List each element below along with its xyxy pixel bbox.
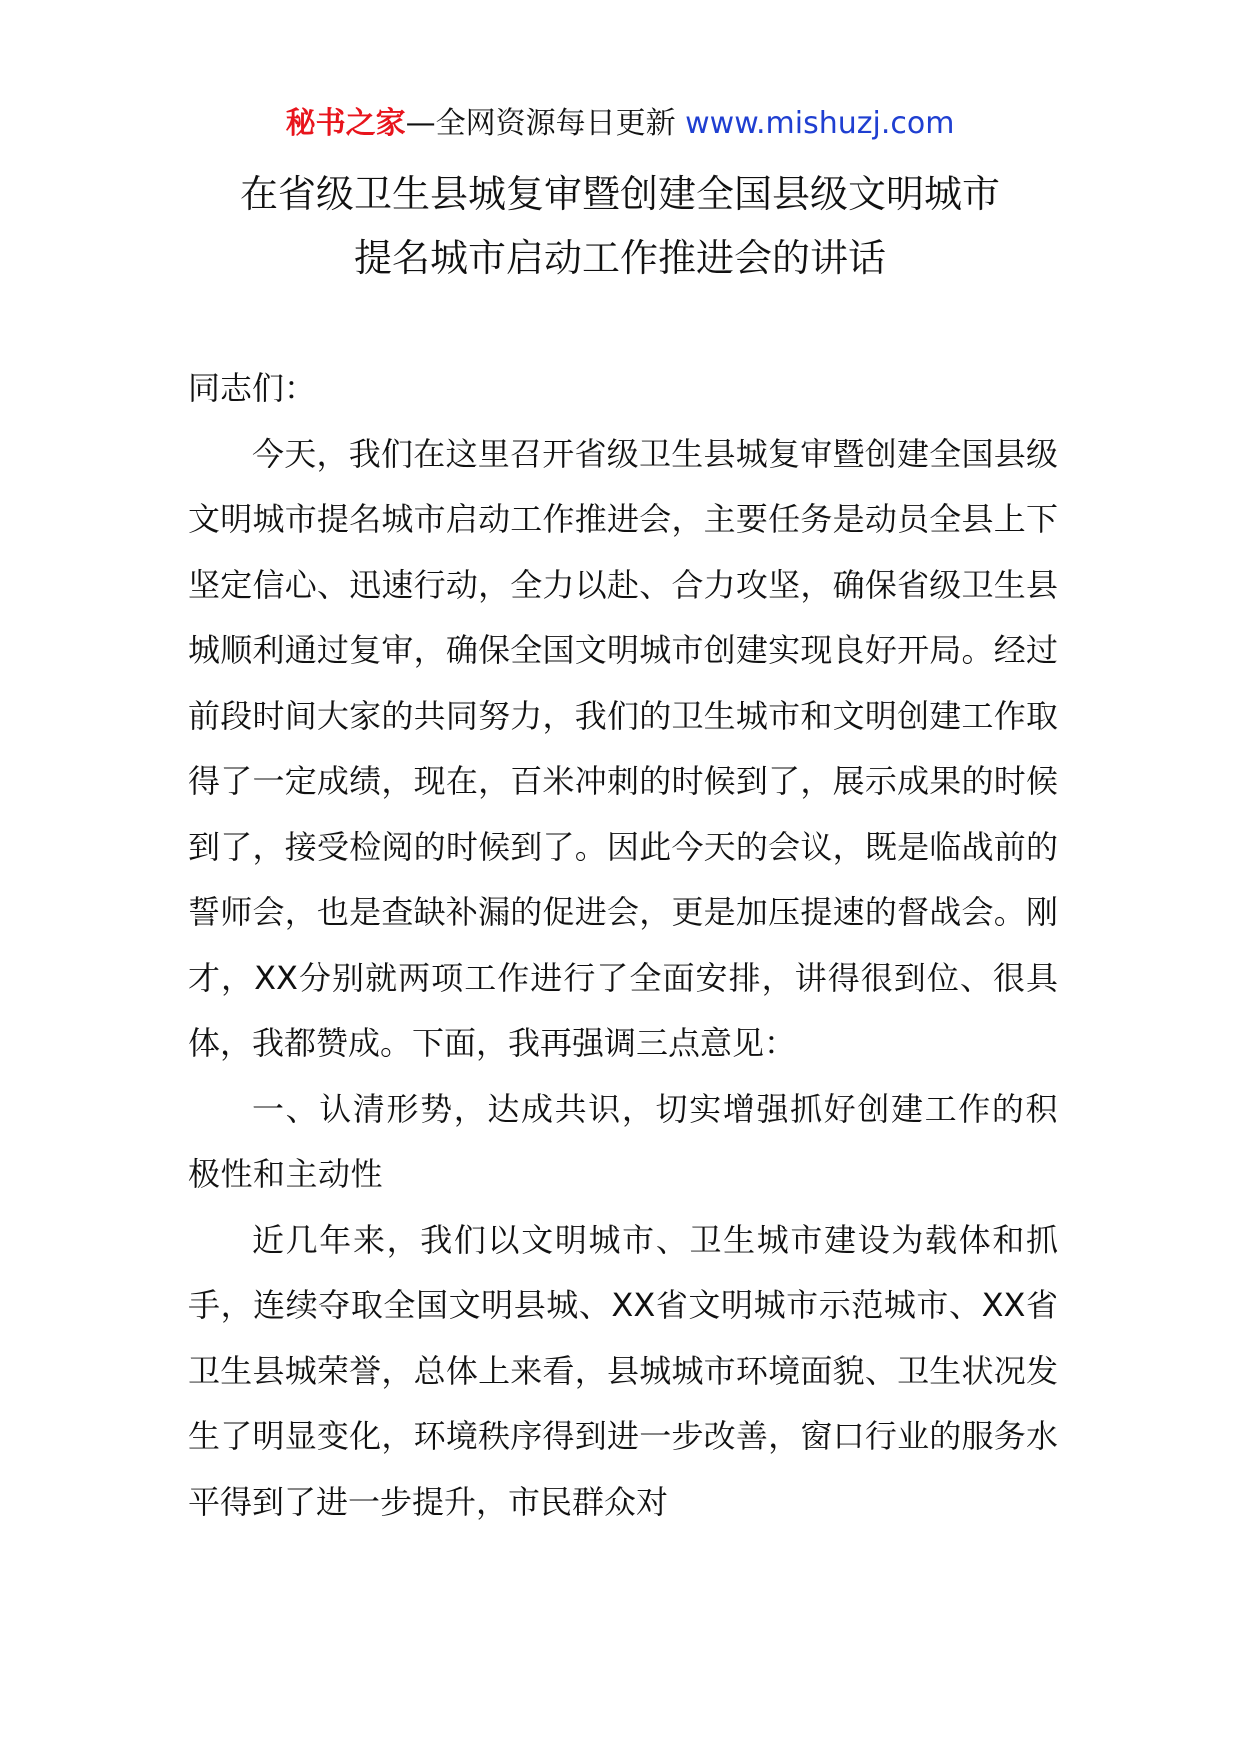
body-paragraph-2: 近几年来，我们以文明城市、卫生城市建设为载体和抓手，连续夺取全国文明县城、XX省文明城市示范城市、XX省卫生县城荣誉，总体上来看，县城城市环境面貌、卫生状况发生了明显变化，环境秩序得到进一步改善，窗口行业的服务水平得到了进一步提升，市民群众对 — [188, 1220, 1058, 1521]
site-banner — [0, 104, 1240, 144]
salutation: 同志们： — [188, 369, 317, 407]
document-title — [0, 162, 1240, 290]
body-paragraph-1: 今天，我们在这里召开省级卫生县城复审暨创建全国县级文明城市提名城市启动工作推进会，主要任务是动员全县上下坚定信心、迅速行动，全力以赴、合力攻坚，确保省级卫生县城顺利通过复审，确保全国文明城市创建实现良好开局。经过前段时间大家的共同努力，我们的卫生城市和文明创建工作取得了一定成绩，现在，百米冲刺的时候到了，展示成果的时候到了，接受检阅的时候到了。因此今天的会议，既是临战前的誓师会，也是查缺补漏的促进会，更是加压提速的督战会。刚才，XX分别就两项工作进行了全面安排，讲得很到位、很具体，我都赞成。下面，我再强调三点意见： — [188, 434, 1058, 1062]
site-url-link[interactable]: www.mishuzj.com — [685, 106, 955, 141]
section-heading-1: 一、认清形势，达成共识，切实增强抓好创建工作的积极性和主动性 — [188, 1089, 1058, 1193]
title-line-1: 在省级卫生县城复审暨创建全国县级文明城市 — [239, 172, 1000, 216]
title-line-2: 提名城市启动工作推进会的讲话 — [353, 236, 886, 280]
site-brand: 秘书之家 — [285, 106, 406, 141]
document-body — [188, 356, 1058, 1535]
site-tagline: —全网资源每日更新 — [405, 106, 686, 141]
